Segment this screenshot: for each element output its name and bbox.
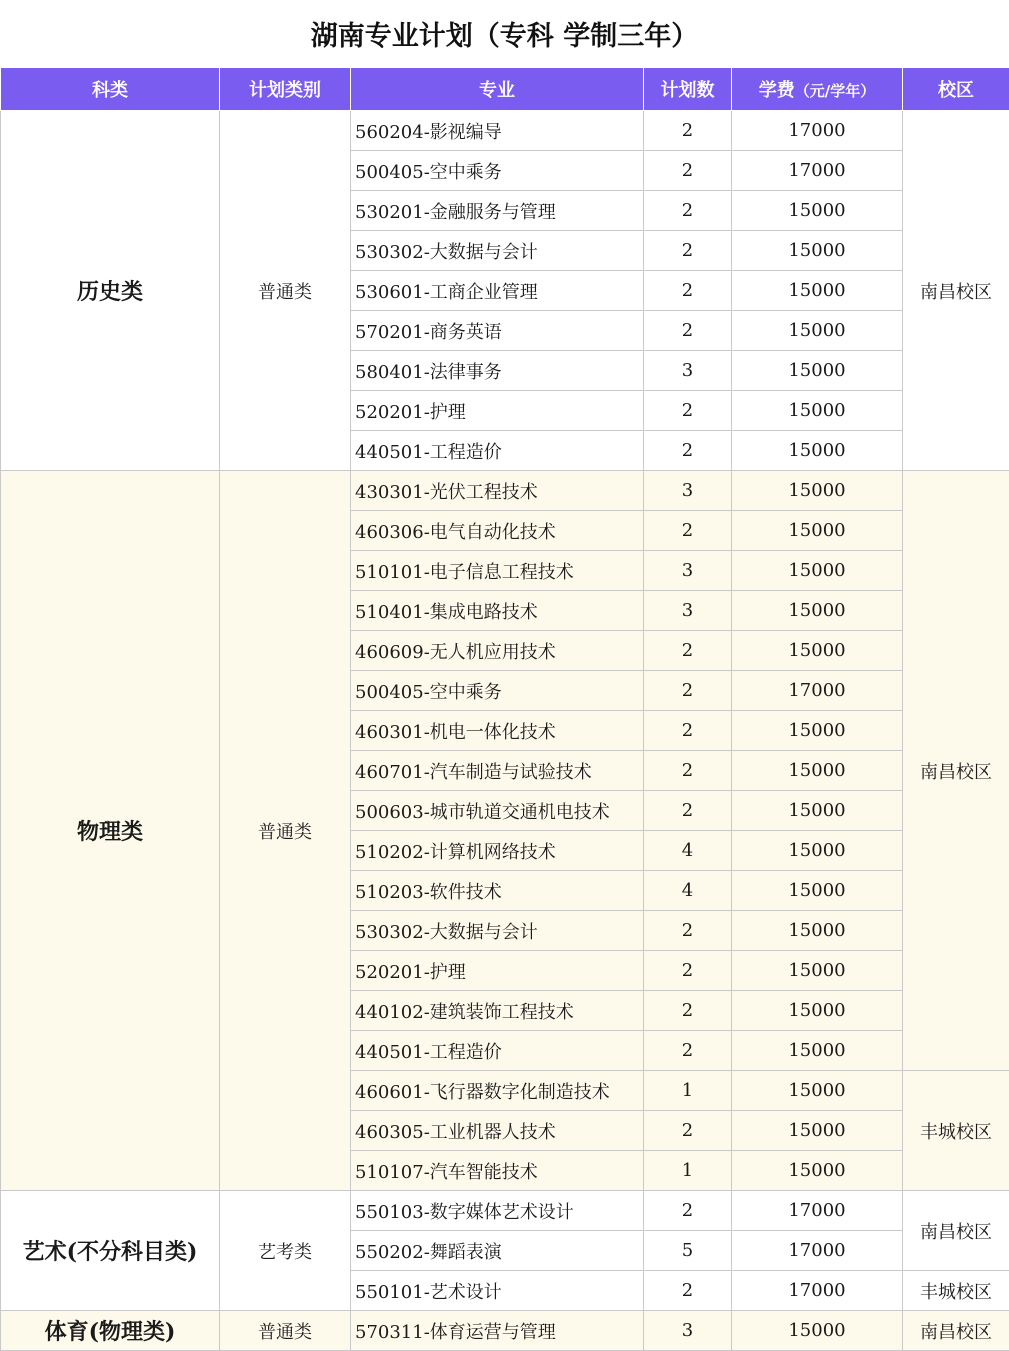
- count-cell: 2: [644, 951, 732, 991]
- plan-type-cell: 普通类: [220, 471, 351, 1191]
- table-row: [1, 1311, 1009, 1351]
- tuition-cell: 17000: [732, 151, 903, 191]
- tuition-cell: 15000: [732, 631, 903, 671]
- count-cell: 2: [644, 631, 732, 671]
- tuition-cell: 15000: [732, 751, 903, 791]
- count-cell: 3: [644, 471, 732, 511]
- header-tuition: [732, 68, 903, 111]
- count-cell: 2: [644, 711, 732, 751]
- major-cell: 440501-工程造价: [351, 1031, 644, 1071]
- plan-type-cell: 普通类: [220, 1311, 351, 1351]
- major-cell: 460701-汽车制造与试验技术: [351, 751, 644, 791]
- count-cell: 5: [644, 1231, 732, 1271]
- tuition-cell: 17000: [732, 1231, 903, 1271]
- count-cell: 2: [644, 751, 732, 791]
- major-cell: 570201-商务英语: [351, 311, 644, 351]
- count-cell: 2: [644, 1111, 732, 1151]
- count-cell: 3: [644, 1311, 732, 1351]
- count-cell: 2: [644, 151, 732, 191]
- count-cell: 2: [644, 391, 732, 431]
- tuition-cell: 15000: [732, 431, 903, 471]
- tuition-cell: 15000: [732, 1031, 903, 1071]
- count-cell: 2: [644, 511, 732, 551]
- major-cell: 460609-无人机应用技术: [351, 631, 644, 671]
- tuition-cell: 15000: [732, 551, 903, 591]
- major-cell: 530302-大数据与会计: [351, 231, 644, 271]
- tuition-cell: 15000: [732, 991, 903, 1031]
- category-cell: 体育(物理类): [1, 1311, 220, 1351]
- major-cell: 440501-工程造价: [351, 431, 644, 471]
- tuition-cell: 15000: [732, 391, 903, 431]
- tuition-cell: 15000: [732, 591, 903, 631]
- table-header-row: [1, 68, 1009, 111]
- header-major: 专业: [351, 68, 644, 111]
- tuition-cell: 15000: [732, 311, 903, 351]
- tuition-cell: 15000: [732, 951, 903, 991]
- table-row: [1, 471, 1009, 511]
- count-cell: 2: [644, 311, 732, 351]
- major-cell: 500405-空中乘务: [351, 671, 644, 711]
- tuition-cell: 15000: [732, 1071, 903, 1111]
- category-cell: 历史类: [1, 111, 220, 471]
- major-cell: 510107-汽车智能技术: [351, 1151, 644, 1191]
- major-cell: 510401-集成电路技术: [351, 591, 644, 631]
- major-cell: 530302-大数据与会计: [351, 911, 644, 951]
- major-cell: 460305-工业机器人技术: [351, 1111, 644, 1151]
- major-cell: 510101-电子信息工程技术: [351, 551, 644, 591]
- tuition-cell: 15000: [732, 471, 903, 511]
- major-cell: 510202-计算机网络技术: [351, 831, 644, 871]
- tuition-cell: 15000: [732, 511, 903, 551]
- tuition-cell: 15000: [732, 351, 903, 391]
- page-title: 湖南专业计划（专科 学制三年）: [0, 0, 1009, 66]
- major-cell: 570311-体育运营与管理: [351, 1311, 644, 1351]
- major-cell: 460601-飞行器数字化制造技术: [351, 1071, 644, 1111]
- header-count: 计划数: [644, 68, 732, 111]
- major-cell: 430301-光伏工程技术: [351, 471, 644, 511]
- major-cell: 550103-数字媒体艺术设计: [351, 1191, 644, 1231]
- major-cell: 530601-工商企业管理: [351, 271, 644, 311]
- table-row: [1, 1191, 1009, 1231]
- tuition-cell: 15000: [732, 871, 903, 911]
- major-cell: 550101-艺术设计: [351, 1271, 644, 1311]
- tuition-cell: 15000: [732, 1311, 903, 1351]
- tuition-cell: 17000: [732, 1271, 903, 1311]
- major-cell: 460306-电气自动化技术: [351, 511, 644, 551]
- major-cell: 500405-空中乘务: [351, 151, 644, 191]
- major-cell: 530201-金融服务与管理: [351, 191, 644, 231]
- count-cell: 2: [644, 1271, 732, 1311]
- tuition-cell: 15000: [732, 791, 903, 831]
- tuition-cell: 17000: [732, 111, 903, 151]
- campus-cell: 丰城校区: [903, 1071, 1009, 1191]
- count-cell: 4: [644, 871, 732, 911]
- major-cell: 560204-影视编导: [351, 111, 644, 151]
- count-cell: 2: [644, 791, 732, 831]
- count-cell: 2: [644, 191, 732, 231]
- tuition-cell: 15000: [732, 271, 903, 311]
- tuition-cell: 15000: [732, 191, 903, 231]
- count-cell: 1: [644, 1071, 732, 1111]
- major-cell: 460301-机电一体化技术: [351, 711, 644, 751]
- tuition-cell: 15000: [732, 1111, 903, 1151]
- header-category: 科类: [1, 68, 220, 111]
- plan-table: [0, 67, 1009, 1351]
- major-cell: 520201-护理: [351, 951, 644, 991]
- plan-type-cell: 艺考类: [220, 1191, 351, 1311]
- major-cell: 510203-软件技术: [351, 871, 644, 911]
- table-body: [1, 111, 1009, 1351]
- count-cell: 2: [644, 431, 732, 471]
- count-cell: 1: [644, 1151, 732, 1191]
- count-cell: 2: [644, 1191, 732, 1231]
- tuition-cell: 15000: [732, 231, 903, 271]
- header-tuition-unit: （元/学年）: [795, 82, 875, 100]
- count-cell: 2: [644, 1031, 732, 1071]
- campus-cell: 南昌校区: [903, 1191, 1009, 1271]
- tuition-cell: 15000: [732, 911, 903, 951]
- campus-cell: 南昌校区: [903, 471, 1009, 1071]
- tuition-cell: 15000: [732, 1151, 903, 1191]
- count-cell: 2: [644, 911, 732, 951]
- count-cell: 3: [644, 591, 732, 631]
- header-plan-type: 计划类别: [220, 68, 351, 111]
- count-cell: 4: [644, 831, 732, 871]
- campus-cell: 南昌校区: [903, 1311, 1009, 1351]
- count-cell: 2: [644, 231, 732, 271]
- count-cell: 2: [644, 271, 732, 311]
- category-cell: 物理类: [1, 471, 220, 1191]
- count-cell: 2: [644, 991, 732, 1031]
- table-row: [1, 111, 1009, 151]
- header-campus: 校区: [903, 68, 1009, 111]
- major-cell: 550202-舞蹈表演: [351, 1231, 644, 1271]
- count-cell: 2: [644, 111, 732, 151]
- count-cell: 3: [644, 551, 732, 591]
- category-cell: 艺术(不分科目类): [1, 1191, 220, 1311]
- count-cell: 3: [644, 351, 732, 391]
- tuition-cell: 17000: [732, 671, 903, 711]
- campus-cell: 南昌校区: [903, 111, 1009, 471]
- tuition-cell: 15000: [732, 831, 903, 871]
- plan-type-cell: 普通类: [220, 111, 351, 471]
- major-cell: 500603-城市轨道交通机电技术: [351, 791, 644, 831]
- header-tuition-label: 学费: [759, 80, 795, 101]
- major-cell: 580401-法律事务: [351, 351, 644, 391]
- campus-cell: 丰城校区: [903, 1271, 1009, 1311]
- major-cell: 520201-护理: [351, 391, 644, 431]
- major-cell: 440102-建筑装饰工程技术: [351, 991, 644, 1031]
- count-cell: 2: [644, 671, 732, 711]
- tuition-cell: 15000: [732, 711, 903, 751]
- tuition-cell: 17000: [732, 1191, 903, 1231]
